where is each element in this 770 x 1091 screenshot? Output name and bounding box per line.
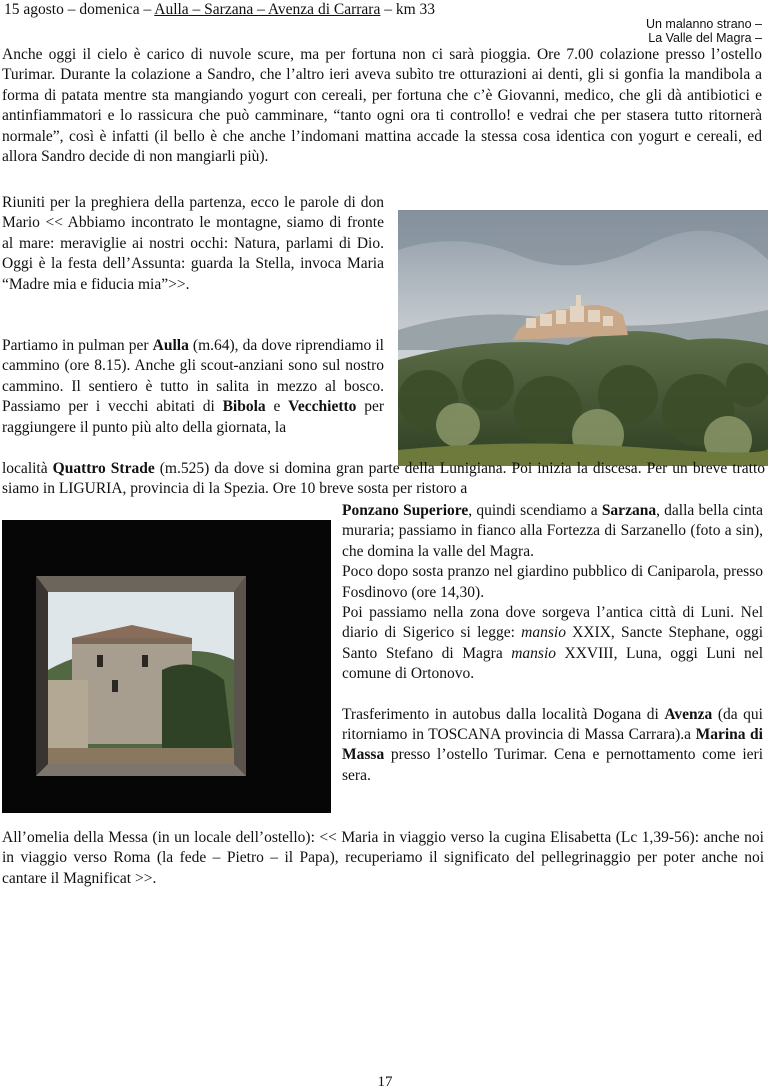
- running-header-line-1: Un malanno strano –: [645, 17, 762, 31]
- place-bibola: Bibola: [222, 398, 266, 416]
- title-km: – km 33: [380, 1, 436, 18]
- paragraph-afternoon: [342, 501, 763, 786]
- place-avenza: Avenza: [664, 705, 713, 723]
- paragraph-morning: Anche oggi il cielo è carico di nuvole scure, ma per fortuna non ci sarà pioggia. Ore 7.00 colazione presso l’ostello Turimar. Durante la colazione a Sandro, che l’altro ieri aveva subìto tre otturazioni ai denti, gli si gonfia la mandibola a forma di patata mentre sta mangiando yogurt con cereali, per fortuna che c’è Giovanni, medico, che gli dà antibiotici e antinfiammatori e lo rassicura che può camminare, “tanto ogni ora ti controllo! e vedrai che per stasera tutto ritornerà normale”, così è infatti (il bello è che anche l’indomani mattina accade la stessa cosa identica con yogurt e cereali, ed allora Sandro decide di non mangiarli più).: [2, 46, 762, 166]
- photo-hill-village: [398, 210, 768, 466]
- page-number: 17: [377, 1074, 393, 1090]
- place-quattro-strade: Quattro Strade: [52, 460, 155, 477]
- paragraph-quattro-strade: località Quattro Strade (m.525) da dove si domina gran parte della Lunigiana. Poi inizia la discesa. Per un breve tratto siamo in LIGURIA, provincia di la Spezia. Ore 10 breve sosta per ristoro a: [2, 460, 766, 498]
- paragraph-lunch: Poco dopo sosta pranzo nel giardino pubblico di Caniparola, presso Fosdinovo (ore 14,30).: [342, 563, 763, 601]
- place-aulla: Aulla: [152, 337, 189, 354]
- place-marina-di-massa: Marina di Massa: [342, 726, 763, 764]
- paragraph-prayer: Riuniti per la preghiera della partenza, ecco le parole di don Mario << Abbiamo incontrato le montagne, siamo di fronte al mare: meraviglie ai nostri occhi: Natura, parlami di Dio. Oggi è la festa dell’Assunta: guarda la Stella, invoca Maria “Madre mia e fiducia mia”>>.: [2, 194, 384, 293]
- running-header-line-2: La Valle del Magra –: [648, 31, 762, 45]
- place-sarzana: Sarzana: [601, 502, 657, 519]
- page-title: [4, 0, 435, 20]
- paragraph-luni: Poi passiamo nella zona dove sorgeva l’antica città di Luni. Nel diario di Sigerico si legge: mansio XXIX, Sancte Stephane, oggi Santo Stefano di Magra mansio XXVIII, Luna, oggi Luni nel comune di Ortonovo.: [342, 604, 763, 683]
- paragraph-sarzana: Ponzano Superiore, quindi scendiamo a Sarzana, dalla bella cinta muraria; passiamo in fianco alla Fortezza di Sarzanello (foto a sin), che domina la valle del Magra.: [342, 502, 763, 560]
- paragraph-transfer: Trasferimento in autobus dalla località Dogana di Avenza (da qui ritorniamo in TOSCANA provincia di Massa Carrara).a Marina di Massa presso l’ostello Turimar. Cena e pernottamento come ieri sera.: [342, 705, 763, 784]
- paragraph-homily: All’omelia della Messa (in un locale dell’ostello): << Maria in viaggio verso la cugina Elisabetta (Lc 1,39-56): anche noi in viaggio verso Roma (la fede – Pietro – il Papa), recuperiamo il significato del pellegrinaggio per poter anche noi cantare il Magnificat >>.: [2, 829, 764, 887]
- title-date: 15 agosto – domenica –: [4, 1, 155, 18]
- title-route: Aulla – Sarzana – Avenza di Carrara: [154, 1, 381, 18]
- place-ponzano: Ponzano Superiore: [342, 502, 469, 519]
- photo-sarzanello-fortress: [2, 520, 331, 813]
- running-header: [646, 17, 762, 45]
- place-vecchietto: Vecchietto: [288, 398, 357, 416]
- paragraph-departure: Partiamo in pulman per Aulla (m.64), da dove riprendiamo il cammino (ore 8.15). Anche gli scout-anziani sono sul nostro cammino. Il sentiero è tutto in salita in mezzo al bosco. Passiamo per i vecchi abitati di Bibola e Vecchietto per raggiungere il punto più alto della giornata, la: [2, 337, 384, 436]
